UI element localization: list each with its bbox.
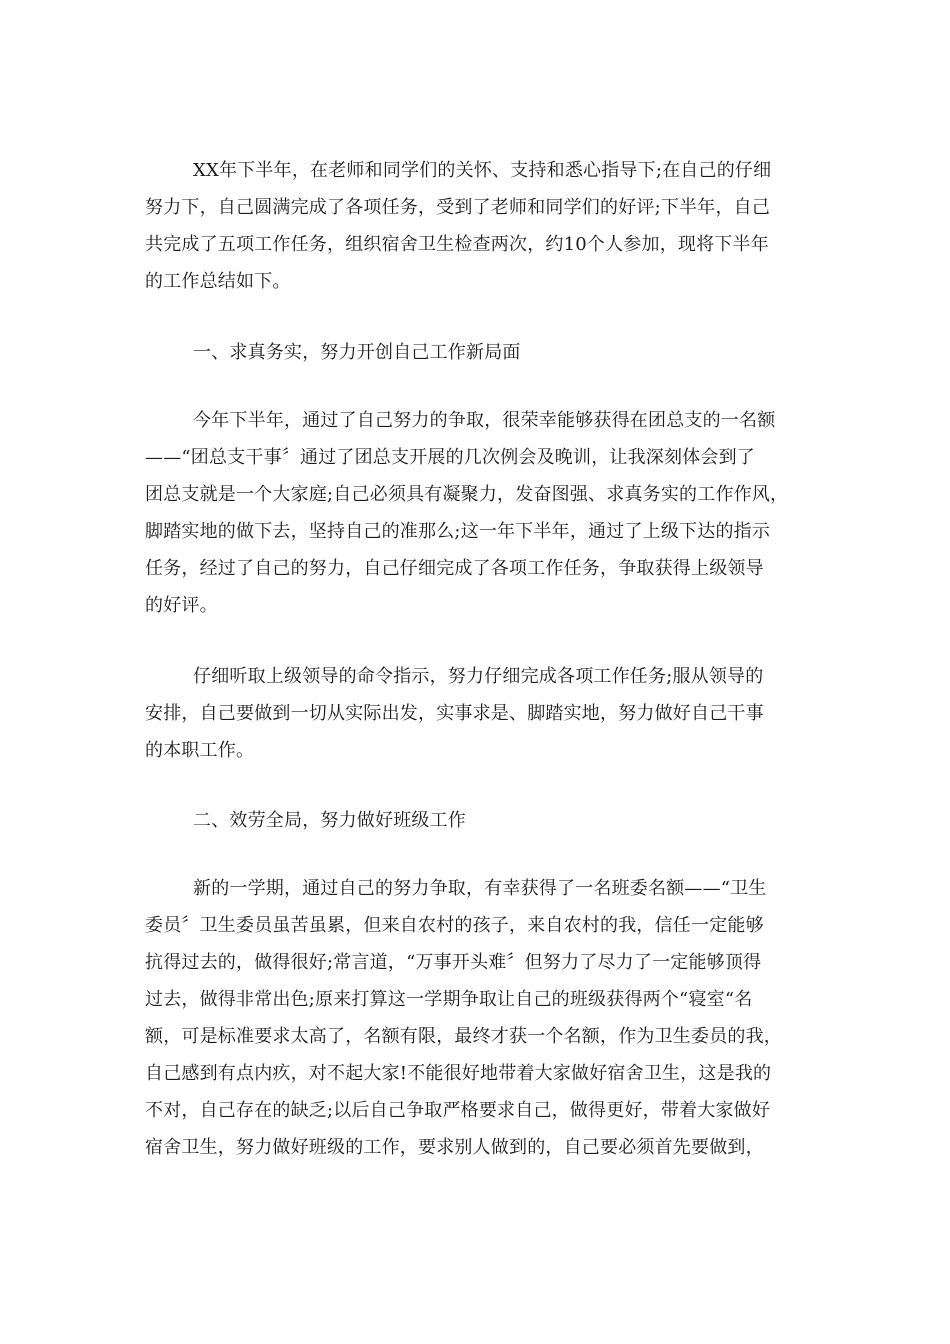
text-line: 努力下，自己圆满完成了各项任务，受到了老师和同学们的好评;下半年，自己 — [145, 197, 771, 218]
paragraph-summary-intro — [145, 152, 815, 300]
text-line: 委员〞卫生委员虽苦虽累，但来自农村的孩子，来自农村的我，信任一定能够 — [145, 915, 764, 936]
text-line: 宿舍卫生，努力做好班级的工作，要求别人做到的，自己要必须首先要做到， — [145, 1137, 764, 1158]
text-line: 任务，经过了自己的努力，自己仔细完成了各项工作任务，争取获得上级领导 — [145, 558, 764, 579]
heading-line: 一、求真务实，努力开创自己工作新局面 — [193, 342, 521, 363]
text-line: 的本职工作。 — [145, 740, 255, 761]
text-line: 今年下半年，通过了自己努力的争取，很荣幸能够获得在团总支的一名额 — [193, 410, 776, 431]
paragraph-section2-body — [145, 870, 815, 1166]
heading-line: 二、效劳全局，努力做好班级工作 — [193, 810, 466, 831]
text-line: 的好评。 — [145, 595, 218, 616]
text-line: 过去，做得非常出色;原来打算这一学期争取让自己的班级获得两个“寝室“名 — [145, 989, 753, 1010]
section-heading-1 — [145, 334, 815, 371]
text-line: 的工作总结如下。 — [145, 271, 291, 292]
paragraph-section1-followup — [145, 658, 815, 769]
section-heading-2 — [145, 802, 815, 839]
text-line: 不对，自己存在的缺乏;以后自己争取严格要求自己，做得更好，带着大家做好 — [145, 1100, 771, 1121]
text-line: 自己感到有点内疚，对不起大家!不能很好地带着大家做好宿舍卫生，这是我的 — [145, 1063, 772, 1084]
text-line: 脚踏实地的做下去，坚持自己的准那么;这一年下半年，通过了上级下达的指示 — [145, 521, 771, 542]
text-line: 共完成了五项工作任务，组织宿舍卫生检查两次，约10个人参加，现将下半年 — [145, 234, 769, 255]
text-line: 安排，自己要做到一切从实际出发，实事求是、脚踏实地，努力做好自己干事 — [145, 703, 764, 724]
text-line: 仔细听取上级领导的命令指示，努力仔细完成各项工作任务;服从领导的 — [193, 666, 764, 687]
text-line: 新的一学期，通过自己的努力争取，有幸获得了一名班委名额——“卫生 — [193, 878, 767, 899]
paragraph-section1-body — [145, 402, 815, 624]
text-line: 抗得过去的，做得很好;常言道，“万事开头难〞但努力了尽力了一定能够顶得 — [145, 952, 762, 973]
text-line: ——“团总支干事〞通过了团总支开展的几次例会及晚训，让我深刻体会到了 — [145, 447, 755, 468]
text-line: 团总支就是一个大家庭;自己必须具有凝聚力，发奋图强、求真务实的工作作风， — [145, 484, 789, 505]
text-line: 额，可是标准要求太高了，名额有限，最终才获一个名额，作为卫生委员的我， — [145, 1026, 782, 1047]
text-line: XX年下半年，在老师和同学们的关怀、支持和悉心指导下;在自己的仔细 — [193, 160, 772, 181]
